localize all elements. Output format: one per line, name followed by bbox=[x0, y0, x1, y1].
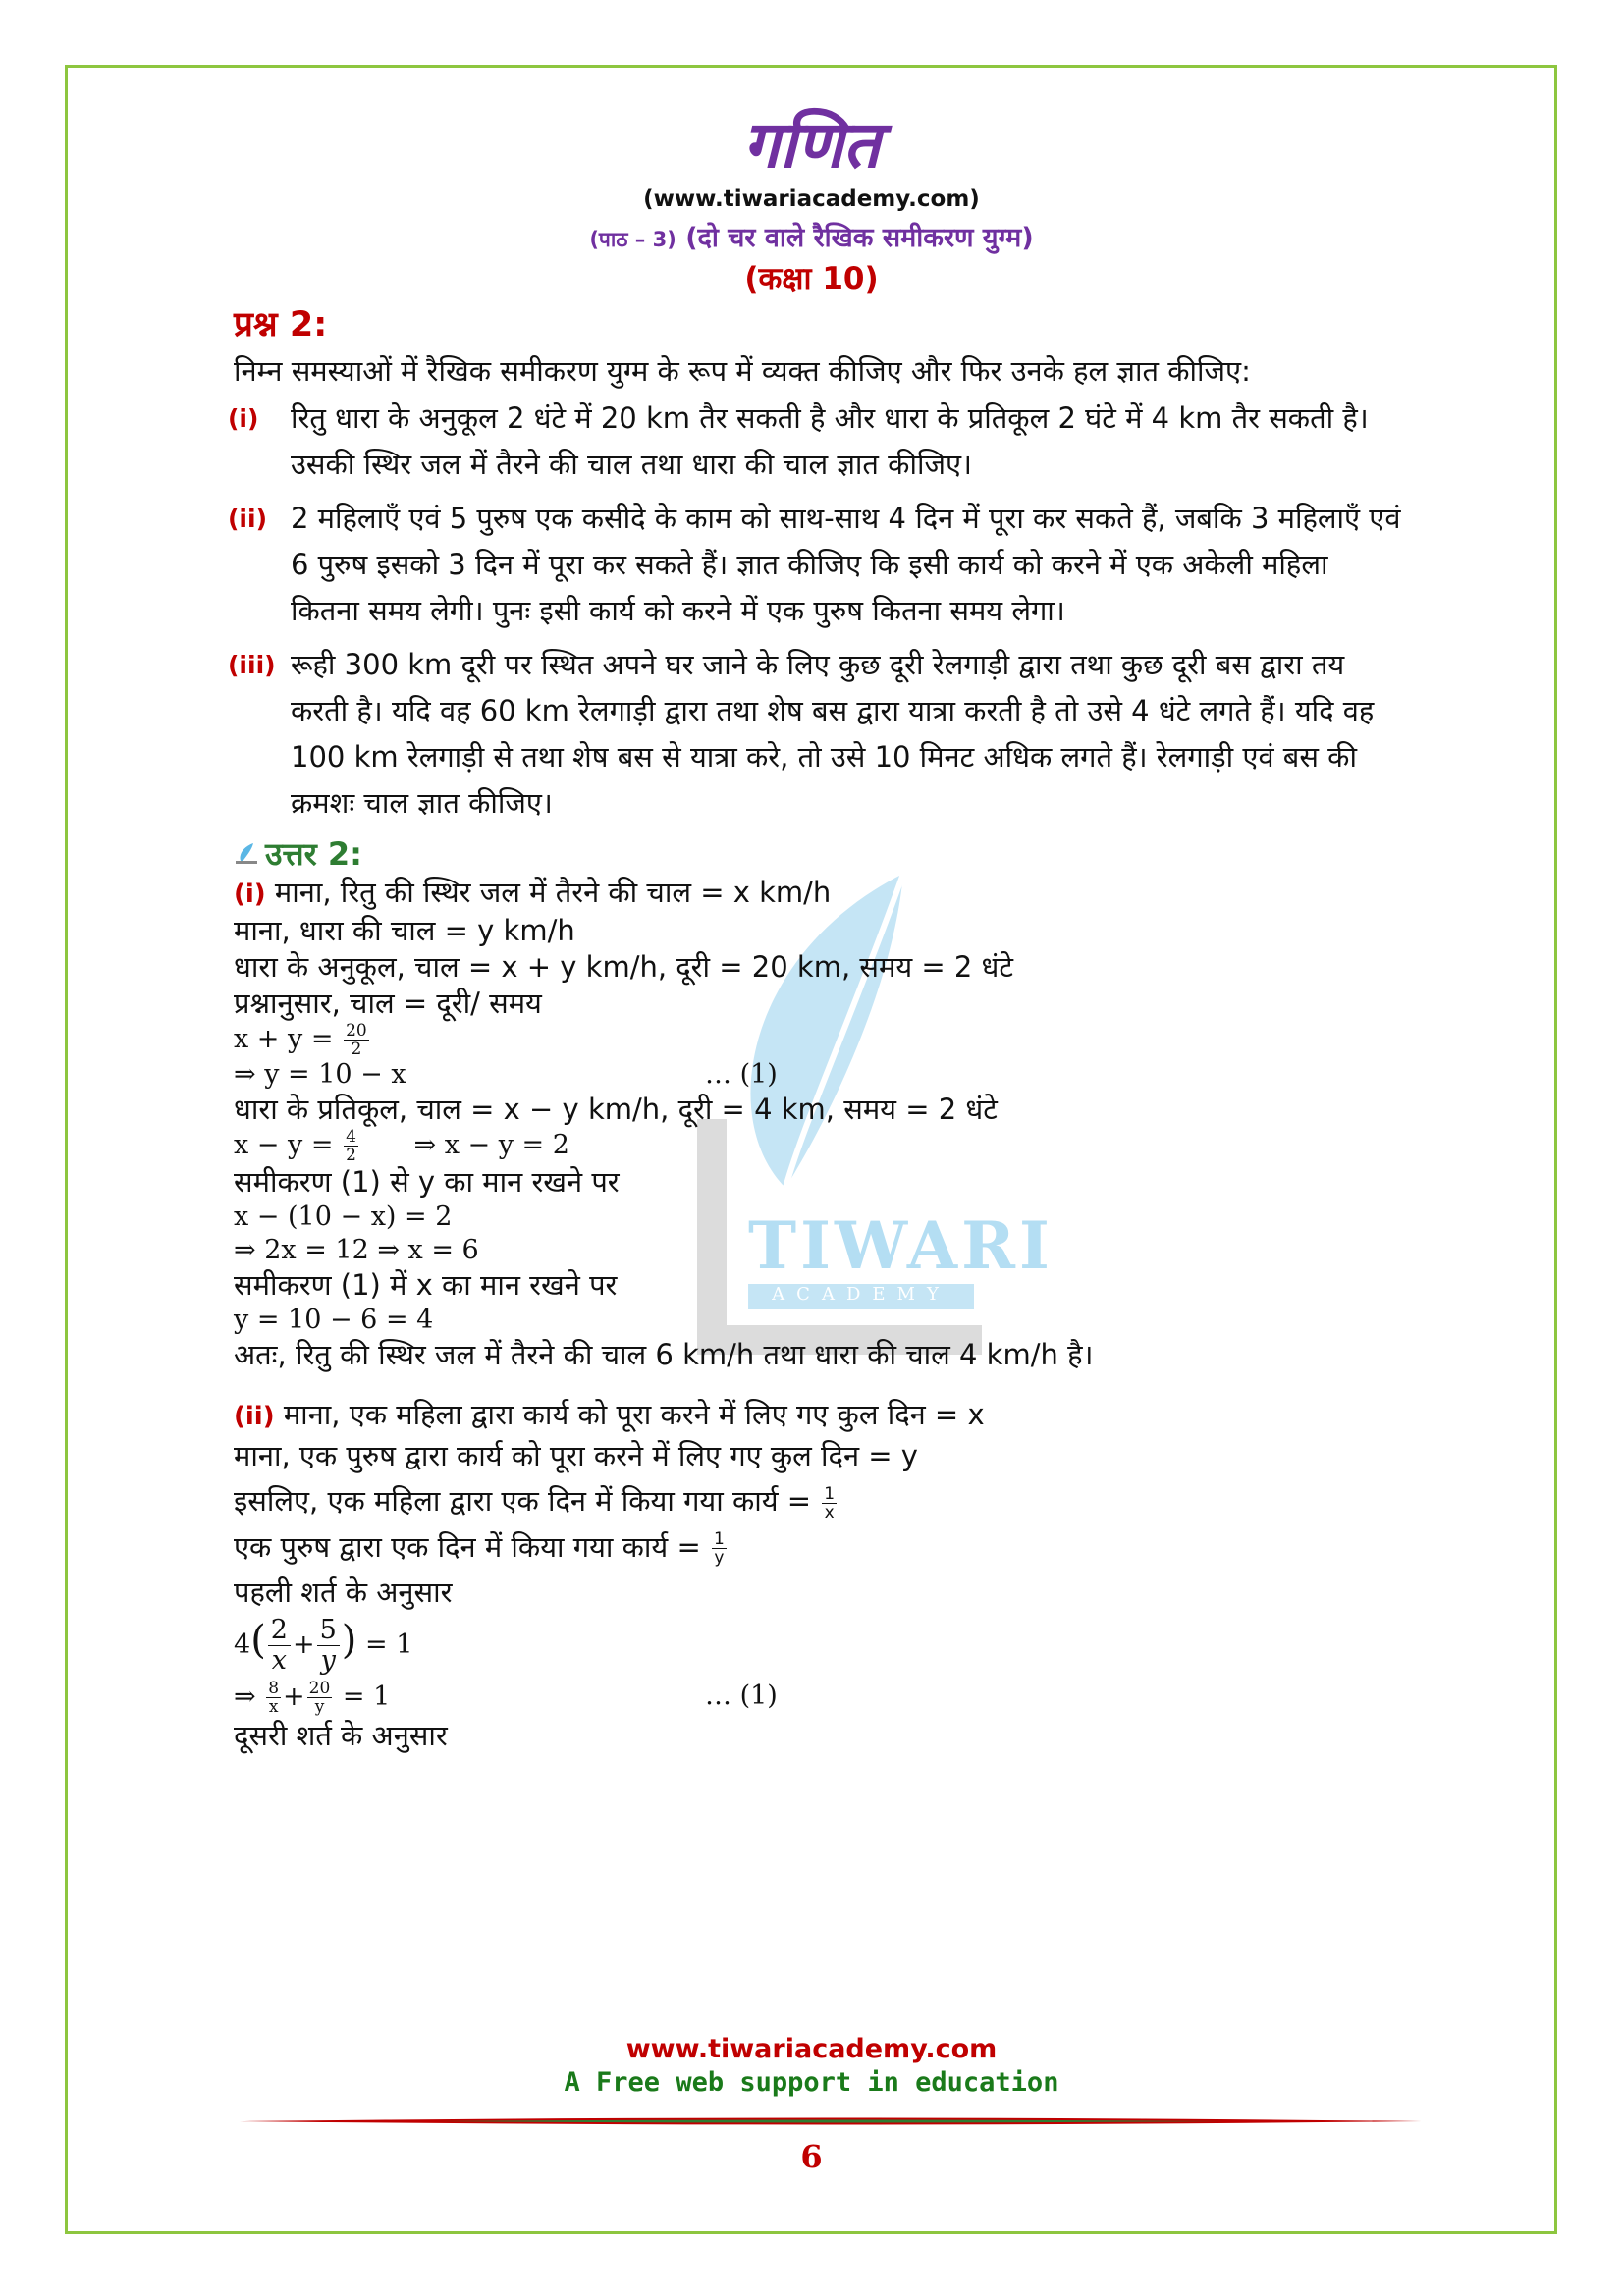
fraction: $\frac{8}{x}$ bbox=[268, 1679, 280, 1717]
class-label: (कक्षा 10) bbox=[744, 261, 879, 296]
solution-line: पहली शर्त के अनुसार bbox=[234, 1575, 453, 1609]
answer-heading: उत्तर 2: bbox=[234, 832, 1402, 875]
question-item bbox=[228, 642, 1402, 827]
solution-line: समीकरण (1) से y का मान रखने पर bbox=[234, 1165, 620, 1199]
main-content bbox=[228, 300, 1402, 1755]
item-text: रूही 300 km दूरी पर स्थित अपने घर जाने के लिए कुछ दूरी रेलगाड़ी द्वारा तथा कुछ दूरी बस द्वारा तय करती है। यदि वह 60 km रेलगाड़ी द्वारा तथा शेष बस द्वारा यात्रा करती है तो उसे 4 धंटे लगते हैं। यदि वह 100 km रेलगाड़ी से तथा शेष बस से यात्रा करे, तो उसे 10 मिनट अधिक लगते हैं। रेलगाड़ी एवं बस की क्रमशः चाल ज्ञात कीजिए। bbox=[291, 648, 1375, 820]
solution-part-1 bbox=[234, 875, 1402, 1373]
watermark-text: TIWARI bbox=[748, 1207, 1054, 1284]
chapter-number: (पाठ – 3) bbox=[589, 228, 676, 251]
page-number: 6 bbox=[800, 2138, 823, 2175]
equation-tag: … (1) bbox=[705, 1059, 778, 1090]
fraction: $\frac{20}{y}$ bbox=[308, 1679, 331, 1717]
fraction: $\frac{20}{2}$ bbox=[346, 1021, 367, 1059]
equation-line: x − (10 − x) = 2 bbox=[234, 1201, 453, 1232]
header-site: (www.tiwariacademy.com) bbox=[643, 187, 980, 212]
item-label: (iii) bbox=[228, 651, 276, 679]
item-text: 2 महिलाएँ एवं 5 पुरुष एक कसीदे के काम को साथ-साथ 4 दिन में पूरा कर सकते हैं, जबकि 3 महिलाएँ एवं 6 पुरुष इसको 3 दिन में पूरा कर सकते हैं। ज्ञात कीजिए कि इसी कार्य को करने में एक अकेली महिला कितना समय लेगी। पुनः इसी कार्य को करने में एक पुरुष कितना समय लेगा। bbox=[291, 502, 1401, 627]
equation-tag: … (1) bbox=[705, 1681, 778, 1711]
equation-line: ⇒ y = 10 − x … (1) bbox=[234, 1059, 778, 1090]
equation-line: x − y = $\frac{4}{2}$ ⇒ x − y = 2 bbox=[234, 1127, 569, 1165]
fraction: $\frac{2}{x}$ bbox=[268, 1616, 291, 1676]
solution-line: माना, एक पुरुष द्वारा कार्य को पूरा करने में लिए गए कुल दिन = y bbox=[234, 1439, 918, 1472]
footer-tagline: A Free web support in education bbox=[564, 2067, 1059, 2098]
part-label: (i) bbox=[234, 880, 266, 909]
equation-line: y = 10 − 6 = 4 bbox=[234, 1305, 434, 1335]
fraction: $\frac{1}{y}$ bbox=[713, 1529, 725, 1568]
question-intro: निम्न समस्याओं में रैखिक समीकरण युग्म के रूप में व्यक्त कीजिए और फिर उनके हल ज्ञात कीजिए: bbox=[234, 354, 1251, 388]
fraction: $\frac{1}{x}$ bbox=[824, 1483, 836, 1522]
item-text: रितु धारा के अनुकूल 2 धंटे में 20 km तैर सकती है और धारा के प्रतिकूल 2 घंटे में 4 km तैर सकती है। उसकी स्थिर जल में तैरने की चाल तथा धारा की चाल ज्ञात कीजिए। bbox=[291, 401, 1369, 481]
academy-logo-icon bbox=[234, 841, 259, 867]
page-title: गणित bbox=[742, 107, 881, 183]
solution-conclusion: अतः, रितु की स्थिर जल में तैरने की चाल 6 km/h तथा धारा की चाल 4 km/h है। bbox=[234, 1338, 1094, 1371]
solution-line: दूसरी शर्त के अनुसार bbox=[234, 1719, 448, 1752]
solution-line: माना, धारा की चाल = y km/h bbox=[234, 914, 575, 947]
solution-line: धारा के प्रतिकूल, चाल = x − y km/h, दूरी = 4 km, समय = 2 धंटे bbox=[234, 1093, 998, 1126]
solution-line: एक पुरुष द्वारा एक दिन में किया गया कार्य = $\frac{1}{y}$ bbox=[234, 1529, 725, 1568]
footer-divider bbox=[240, 2116, 1422, 2126]
solution-line: प्रश्नानुसार, चाल = दूरी/ समय bbox=[234, 987, 542, 1020]
solution-line: माना, एक महिला द्वारा कार्य को पूरा करने में लिए गए कुल दिन = x bbox=[283, 1398, 985, 1431]
question-heading: प्रश्न 2: bbox=[234, 305, 328, 345]
chapter-heading bbox=[0, 218, 1623, 254]
watermark-subtext: ACADEMY bbox=[748, 1284, 974, 1309]
fraction: $\frac{4}{2}$ bbox=[346, 1127, 356, 1165]
question-item bbox=[228, 496, 1402, 634]
equation-line: ⇒ 2x = 12 ⇒ x = 6 bbox=[234, 1235, 479, 1265]
equation-line: x + y = $\frac{20}{2}$ bbox=[234, 1021, 367, 1059]
solution-line: समीकरण (1) में x का मान रखने पर bbox=[234, 1268, 618, 1302]
solution-line: धारा के अनुकूल, चाल = x + y km/h, दूरी = 20 km, समय = 2 धंटे bbox=[234, 950, 1014, 984]
part-label: (ii) bbox=[234, 1402, 275, 1431]
chapter-name: (दो चर वाले रैखिक समीकरण युग्म) bbox=[685, 223, 1034, 253]
item-label: (i) bbox=[228, 404, 259, 433]
item-label: (ii) bbox=[228, 505, 267, 533]
solution-part-2 bbox=[234, 1395, 1402, 1755]
fraction: $\frac{5}{y}$ bbox=[317, 1616, 340, 1676]
footer-website-link[interactable]: www.tiwariacademy.com bbox=[625, 2034, 998, 2064]
equation-line: 4( $\frac{2}{x}$ + $\frac{5}{y}$ ) = 1 bbox=[234, 1615, 413, 1676]
question-item bbox=[228, 396, 1402, 488]
solution-line: इसलिए, एक महिला द्वारा एक दिन में किया गया कार्य = $\frac{1}{x}$ bbox=[234, 1483, 836, 1522]
solution-line: माना, रितु की स्थिर जल में तैरने की चाल = x km/h bbox=[274, 876, 832, 909]
equation-line: ⇒ $\frac{8}{x}$ + $\frac{20}{y}$ = 1 … (1) bbox=[234, 1679, 778, 1717]
